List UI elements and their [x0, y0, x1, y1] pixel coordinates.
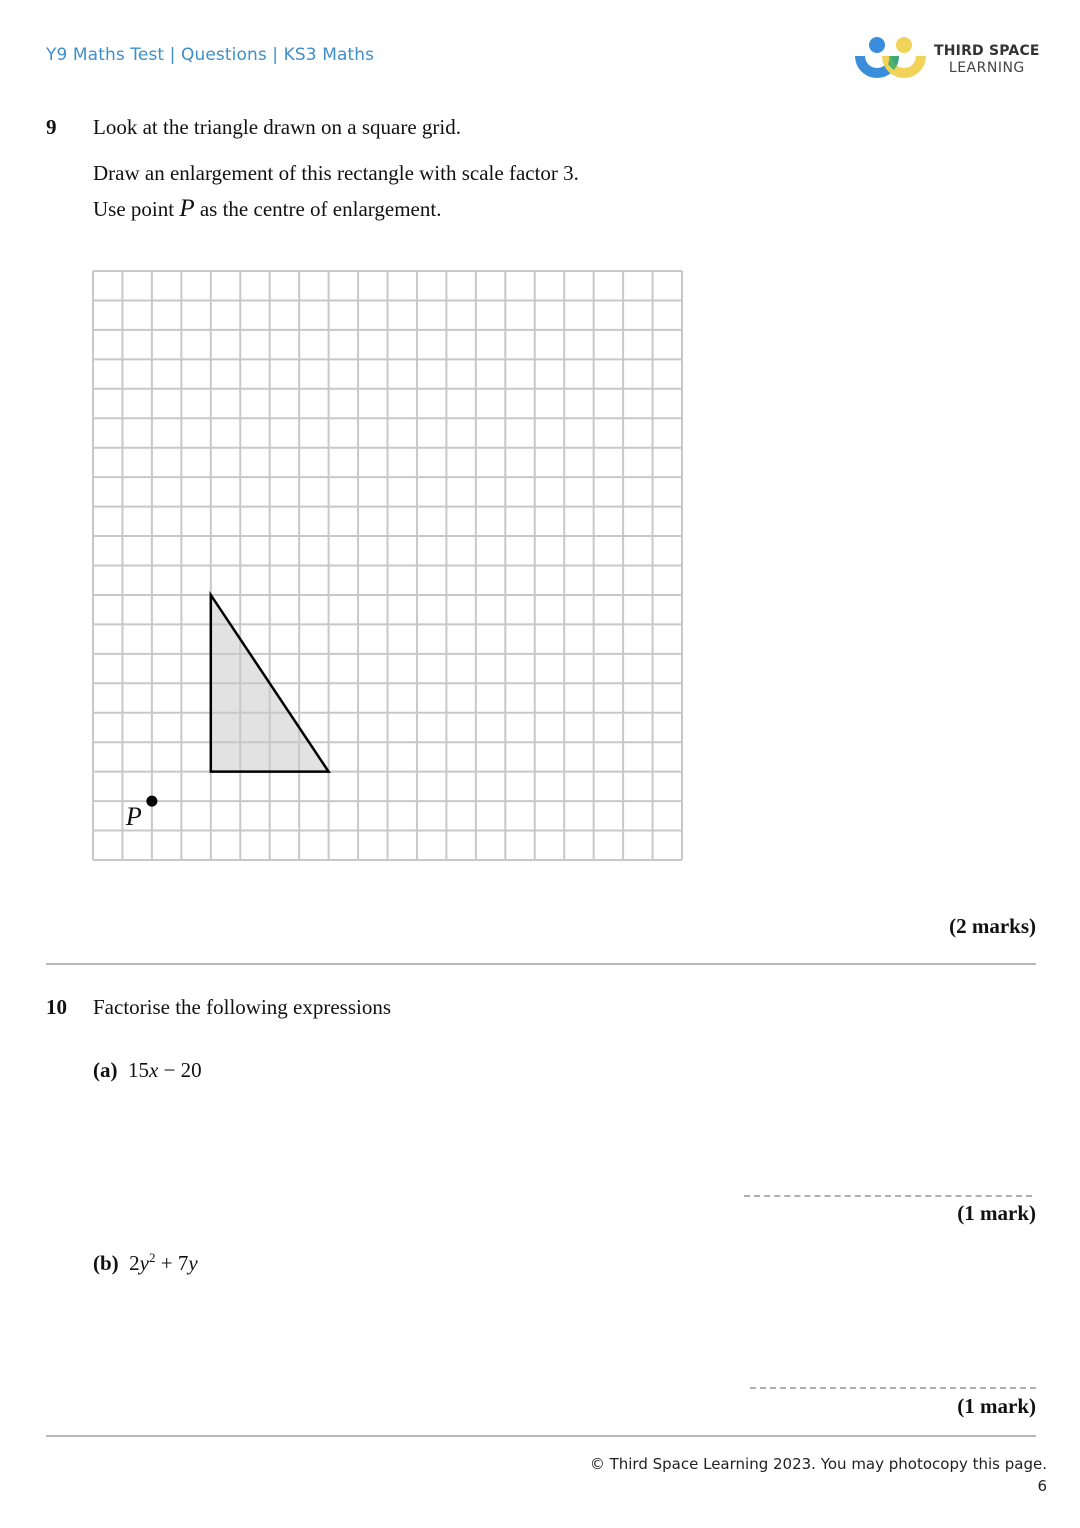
part-a-coef: 15	[128, 1058, 149, 1082]
part-b-var: y	[139, 1251, 149, 1275]
question-10b-marks: (1 mark)	[957, 1394, 1036, 1418]
square-grid[interactable]	[92, 270, 684, 862]
question-10a-expression	[93, 1058, 202, 1083]
part-a-rest: − 20	[158, 1058, 202, 1082]
instruction-2-prefix: Use point	[93, 197, 180, 221]
point-p-variable: P	[179, 195, 195, 222]
question-9-marks: (2 marks)	[949, 914, 1036, 938]
logo-line-2: LEARNING	[948, 60, 1025, 76]
answer-line-10b[interactable]	[750, 1387, 1036, 1389]
part-a-label: (a)	[93, 1058, 118, 1082]
centre-point-p-dot	[146, 796, 157, 807]
question-10-number: 10	[46, 995, 67, 1019]
question-9-instruction-2	[93, 195, 441, 223]
question-9-number: 9	[46, 115, 57, 139]
question-10b-expression	[93, 1250, 198, 1276]
logo-text	[934, 43, 1040, 77]
copyright-notice: © Third Space Learning 2023. You may photocopy this page.	[589, 1455, 1047, 1473]
question-10-intro: Factorise the following expressions	[93, 995, 392, 1019]
logo-line-1: THIRD SPACE	[934, 43, 1040, 59]
instruction-2-suffix: as the centre of enlargement.	[194, 197, 442, 221]
section-divider	[46, 963, 1036, 965]
answer-line-10a[interactable]	[744, 1195, 1032, 1197]
question-10a-marks: (1 mark)	[957, 1201, 1036, 1225]
question-9-instruction-1: Draw an enlargement of this rectangle with scale factor 3.	[93, 161, 579, 185]
footer-divider	[46, 1435, 1036, 1437]
document-header-title: Y9 Maths Test | Questions | KS3 Maths	[46, 45, 375, 65]
page-number: 6	[1037, 1477, 1047, 1495]
part-b-label: (b)	[93, 1251, 119, 1275]
part-a-var: x	[149, 1058, 159, 1082]
question-9-intro: Look at the triangle drawn on a square grid.	[93, 115, 461, 139]
part-b-coef: 2	[129, 1251, 140, 1275]
part-b-var-2: y	[188, 1251, 198, 1275]
part-b-rest: + 7	[155, 1251, 189, 1275]
part-b-exponent: 2	[149, 1250, 156, 1265]
point-p-label: P	[125, 802, 142, 832]
